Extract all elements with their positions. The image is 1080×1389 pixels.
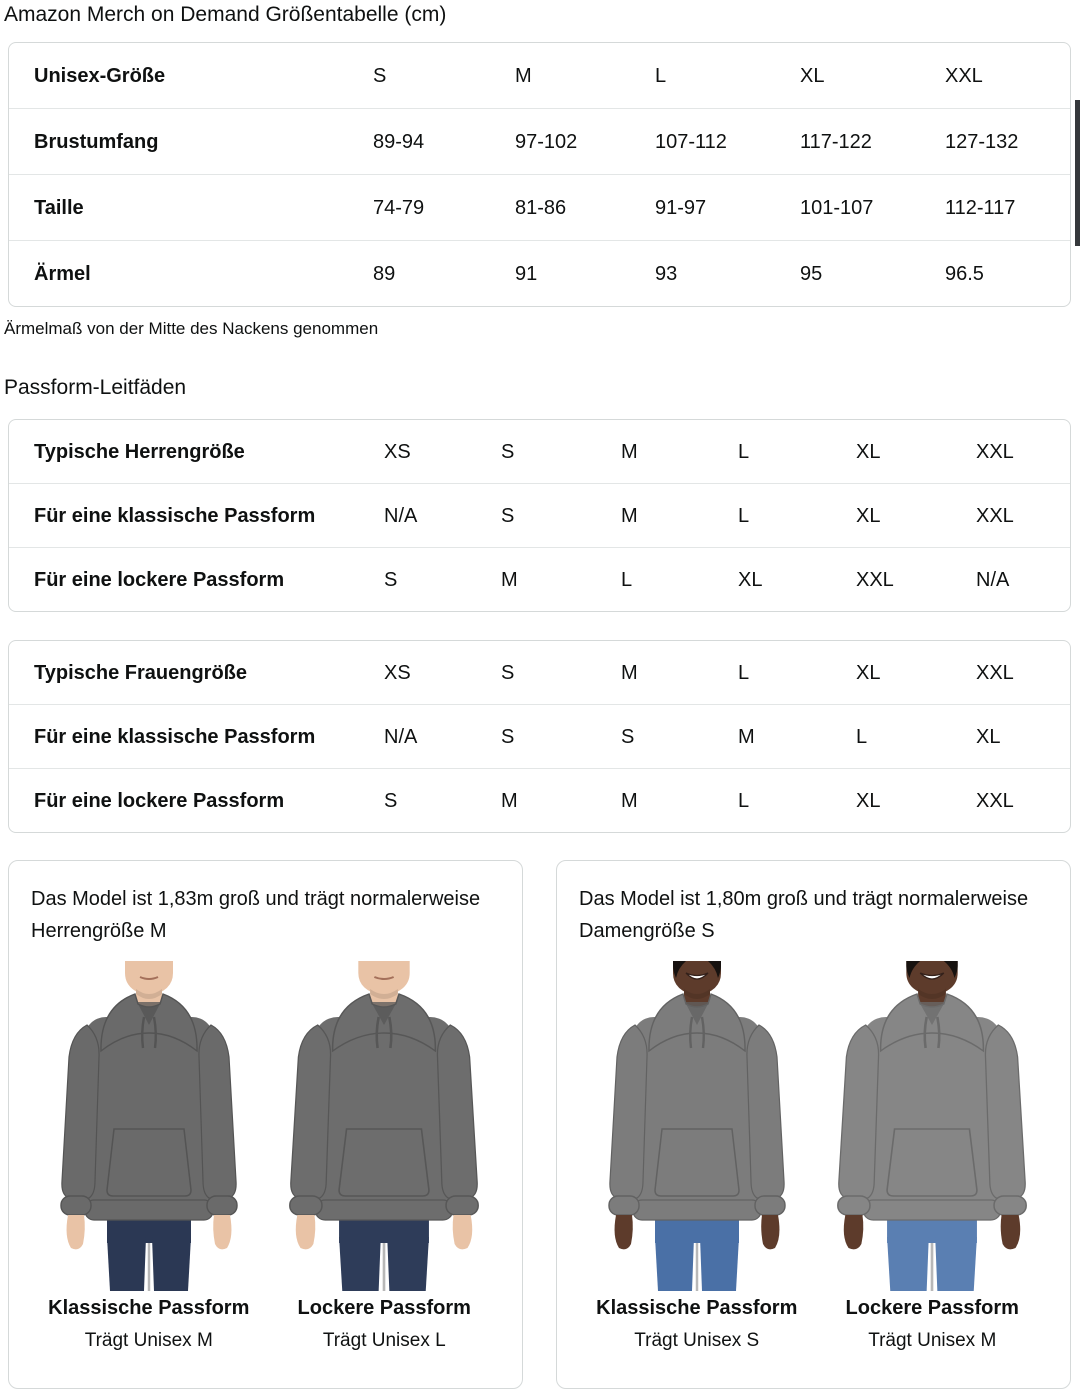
photo-captions [31,1295,502,1353]
cell-value: 112-117 [945,196,1016,219]
cell-value: S [501,661,515,684]
cell-value: 97-102 [515,130,578,153]
cell-value: L [621,568,633,591]
model-description: Das Model ist 1,83m groß und trägt normalerweise Herrengröße M [31,888,481,942]
cell-value: XXL [976,504,1014,527]
size-col-xl: XL [800,64,825,87]
cell-value: XL [856,789,881,812]
classic-fit-caption [31,1295,267,1353]
table-row-classic-fit [9,483,1070,547]
model-photo-loose-fit [816,961,1048,1291]
model-photo-classic-fit [33,961,265,1291]
model-photos [31,961,502,1291]
model-cards [8,860,1071,1389]
cell-value: XS [384,440,411,463]
row-label: Für eine klassische Passform [34,504,316,527]
model-photos [579,961,1050,1291]
scrollbar-thumb[interactable] [1075,100,1080,246]
cell-value: M [621,661,638,684]
row-label: Für eine klassische Passform [34,725,316,748]
cell-value: N/A [976,568,1010,591]
row-label: Brustumfang [34,130,159,153]
cell-value: N/A [384,504,418,527]
fit-label: Lockere Passform [845,1297,1019,1319]
table-row-typical-mens-size [9,420,1070,483]
cell-value: M [738,725,755,748]
size-col-l: L [655,64,667,87]
fit-label: Klassische Passform [48,1297,250,1319]
cell-value: XL [976,725,1001,748]
row-label: Für eine lockere Passform [34,789,285,812]
unisex-size-header-label: Unisex-Größe [34,64,166,87]
row-label: Taille [34,196,84,219]
cell-value: M [621,789,638,812]
size-col-xxl: XXL [945,64,983,87]
model-photo-classic-fit [581,961,813,1291]
cell-value: XL [856,440,881,463]
cell-value: S [621,725,635,748]
size-label: Trägt Unisex S [634,1330,760,1351]
cell-value: M [621,504,638,527]
cell-value: XL [856,504,881,527]
cell-value: M [501,789,518,812]
cell-value: S [501,440,515,463]
size-label: Trägt Unisex M [84,1330,213,1351]
cell-value: L [738,661,750,684]
cell-value: XS [384,661,411,684]
cell-value: 89 [373,262,396,285]
cell-value: S [384,568,398,591]
unisex-size-table [8,42,1071,307]
row-label: Typische Frauengröße [34,661,248,684]
cell-value: 95 [800,262,823,285]
cell-value: 107-112 [655,130,727,153]
cell-value: 74-79 [373,196,425,219]
size-label: Trägt Unisex L [322,1330,446,1351]
cell-value: M [501,568,518,591]
page-title: Amazon Merch on Demand Größentabelle (cm) [4,3,447,26]
model-photo-loose-fit [268,961,500,1291]
fit-guides-heading: Passform-Leitfäden [4,376,187,399]
cell-value: M [621,440,638,463]
size-col-s: S [373,64,387,87]
table-row-sleeve [9,240,1070,306]
cell-value: 93 [655,262,678,285]
cell-value: XL [856,661,881,684]
cell-value: N/A [384,725,418,748]
loose-fit-caption [815,1295,1051,1353]
cell-value: XXL [976,789,1014,812]
cell-value: S [501,725,515,748]
fit-label: Klassische Passform [596,1297,798,1319]
cell-value: 91-97 [655,196,707,219]
cell-value: XXL [976,440,1014,463]
row-label: Für eine lockere Passform [34,568,285,591]
model-description: Das Model ist 1,80m groß und trägt normalerweise Damengröße S [579,888,1029,942]
table-row-typical-womens-size [9,641,1070,704]
cell-value: L [738,789,750,812]
cell-value: 127-132 [945,130,1019,153]
table-row-classic-fit [9,704,1070,768]
size-col-m: M [515,64,532,87]
cell-value: XXL [976,661,1014,684]
cell-value: 117-122 [800,130,872,153]
cell-value: L [738,440,750,463]
photo-captions [579,1295,1050,1353]
womens-model-card [556,860,1071,1389]
cell-value: XL [738,568,763,591]
table-header-row [9,43,1070,108]
cell-value: 91 [515,262,538,285]
cell-value: XXL [856,568,894,591]
table-row-waist [9,174,1070,240]
size-label: Trägt Unisex M [868,1330,997,1351]
cell-value: 96.5 [945,262,984,285]
womens-fit-table [8,640,1071,833]
row-label: Ärmel [34,262,91,285]
cell-value: S [384,789,398,812]
cell-value: L [738,504,750,527]
table-row-chest [9,108,1070,174]
mens-model-card [8,860,523,1389]
table-row-loose-fit [9,768,1070,832]
classic-fit-caption [579,1295,815,1353]
cell-value: 89-94 [373,130,425,153]
cell-value: L [856,725,868,748]
mens-fit-table [8,419,1071,612]
cell-value: 81-86 [515,196,567,219]
loose-fit-caption [267,1295,503,1353]
cell-value: 101-107 [800,196,874,219]
fit-label: Lockere Passform [297,1297,471,1319]
cell-value: S [501,504,515,527]
row-label: Typische Herrengröße [34,440,245,463]
table-row-loose-fit [9,547,1070,611]
sleeve-measure-note: Ärmelmaß von der Mitte des Nackens genommen [4,319,379,338]
